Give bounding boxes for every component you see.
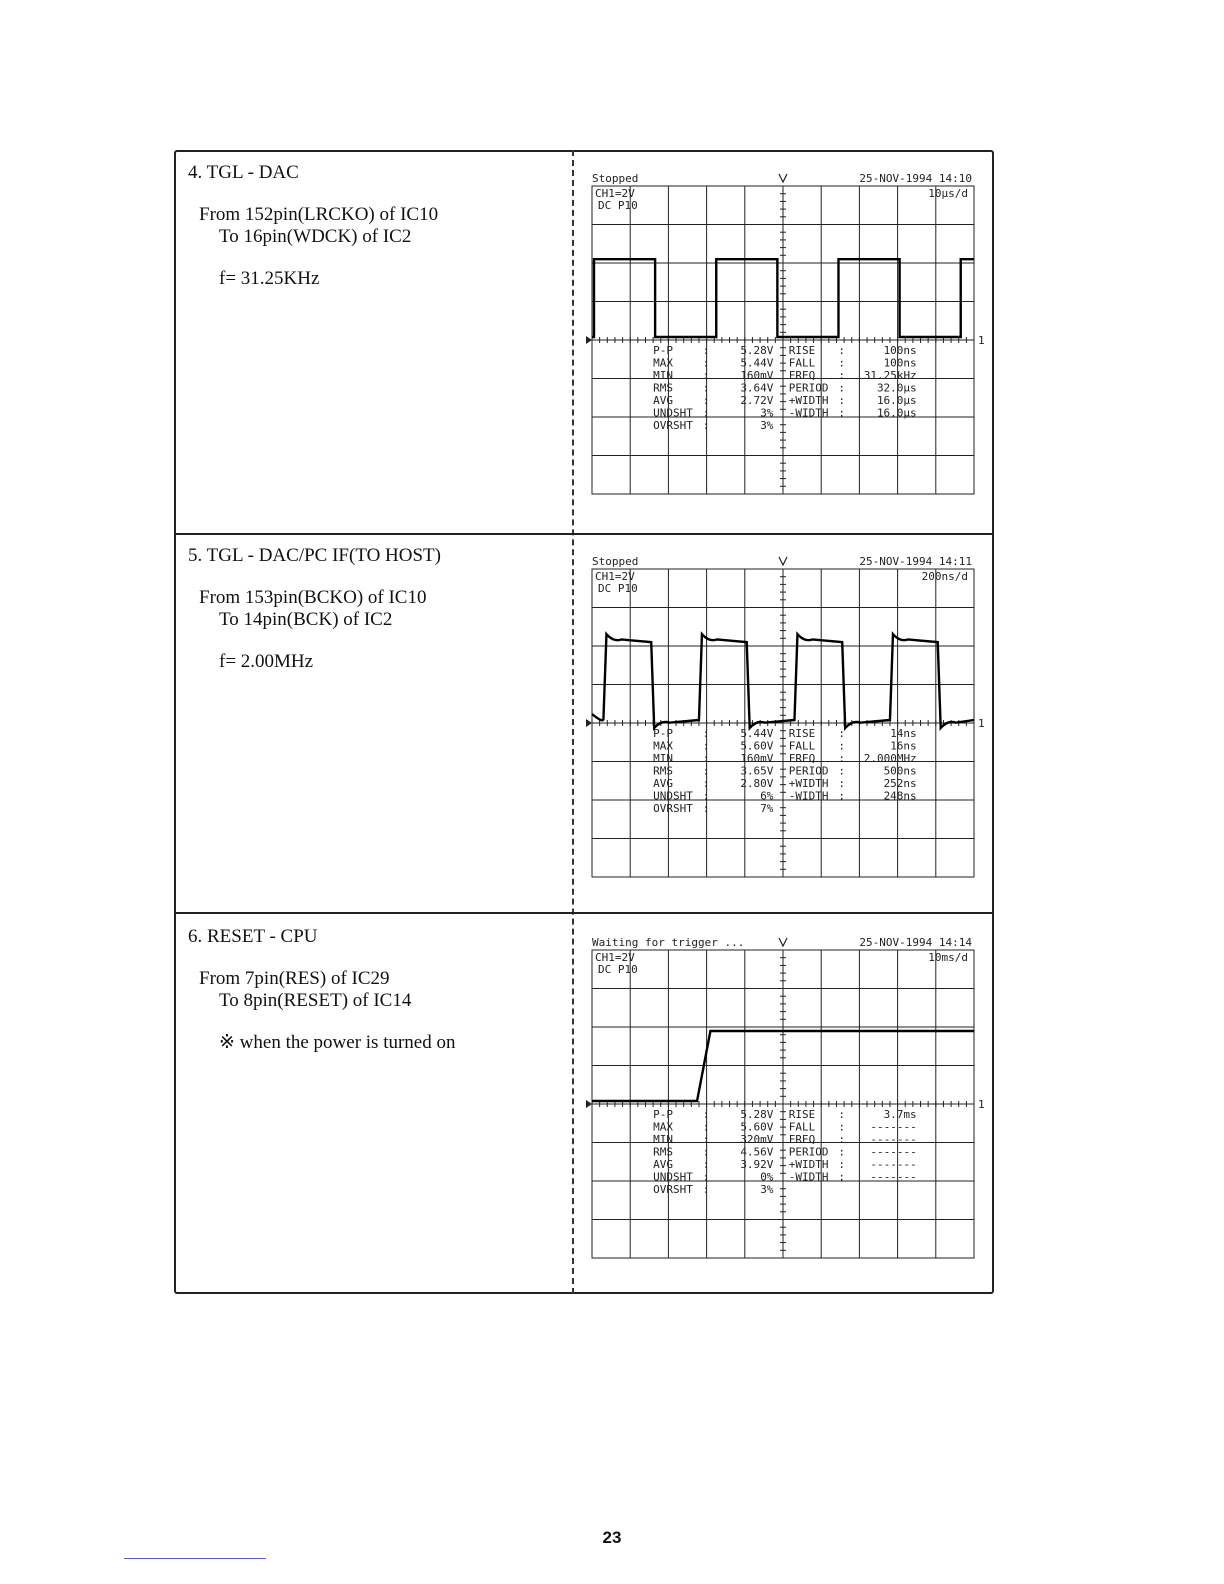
- measurement-value: 5.28V: [740, 344, 774, 357]
- measurement-colon: :: [702, 1170, 710, 1184]
- section-title: 4. TGL - DAC: [188, 162, 299, 183]
- measurement-value: 100ns: [883, 356, 917, 370]
- section-5-description: [188, 545, 558, 673]
- measurement-label: PERIOD: [788, 1145, 829, 1159]
- signal-frequency: f= 31.25KHz: [219, 268, 320, 289]
- scope-coupling: DC P10: [598, 963, 638, 976]
- measurement-label: OVRSHT: [653, 419, 693, 432]
- scope-coupling: DC P10: [598, 199, 638, 212]
- trigger-marker-icon: [779, 938, 787, 946]
- measurement-value: -------: [870, 1120, 917, 1134]
- measurement-colon: :: [838, 1170, 846, 1184]
- measurement-colon: :: [838, 764, 846, 778]
- measurement-label: RISE: [788, 727, 816, 740]
- measurement-label: AVG: [653, 777, 673, 790]
- measurement-label: RMS: [653, 764, 673, 778]
- measurement-value: 160mV: [740, 752, 774, 765]
- measurement-label: P-P: [653, 344, 673, 357]
- measurement-colon: :: [702, 1120, 710, 1134]
- measurement-value: 5.44V: [740, 356, 774, 370]
- measurement-value: 3%: [760, 1183, 774, 1196]
- measurement-value: 4.56V: [740, 1145, 774, 1159]
- measurement-colon: :: [702, 1158, 710, 1171]
- measurement-colon: :: [838, 1120, 846, 1134]
- measurement-label: PERIOD: [788, 381, 829, 395]
- section-title: 6. RESET - CPU: [188, 926, 318, 947]
- measurement-value: -------: [870, 1133, 917, 1146]
- scope-timebase: 10μs/d: [928, 187, 968, 200]
- scope-channel: CH1=2V: [595, 570, 635, 583]
- measurement-colon: :: [838, 394, 846, 407]
- measurement-label: MAX: [653, 356, 673, 370]
- oscilloscope-screen-1: [586, 168, 985, 524]
- measurement-colon: :: [702, 369, 710, 382]
- measurement-value: 5.60V: [740, 739, 774, 753]
- measurement-colon: :: [702, 752, 710, 765]
- oscilloscope-screen-3: [586, 932, 985, 1288]
- measurement-value: -------: [870, 1170, 917, 1184]
- measurement-value: 2.80V: [740, 777, 774, 790]
- measurement-colon: :: [838, 752, 846, 765]
- measurement-colon: :: [838, 1108, 846, 1121]
- measurement-colon: :: [838, 406, 846, 420]
- measurement-colon: :: [702, 419, 710, 432]
- measurement-colon: :: [838, 369, 846, 382]
- measurement-colon: :: [838, 789, 846, 803]
- measurement-colon: :: [838, 727, 846, 740]
- measurement-label: MAX: [653, 739, 673, 753]
- row-divider-2: [174, 912, 994, 914]
- measurement-value: 5.28V: [740, 1108, 774, 1121]
- measurement-colon: :: [838, 739, 846, 753]
- measurement-label: RMS: [653, 1145, 673, 1159]
- measurement-label: OVRSHT: [653, 1183, 693, 1196]
- measurement-label: FREQ: [788, 369, 816, 382]
- oscilloscope-screen-2: [586, 551, 985, 907]
- measurement-colon: :: [838, 1158, 846, 1171]
- measurement-label: +WIDTH: [788, 394, 829, 407]
- measurement-value: 3.92V: [740, 1158, 774, 1171]
- measurement-label: -WIDTH: [788, 1170, 829, 1184]
- measurement-label: RMS: [653, 381, 673, 395]
- ground-arrow-icon: [586, 1100, 592, 1108]
- measurement-colon: :: [702, 344, 710, 357]
- scope-channel: CH1=2V: [595, 951, 635, 964]
- measurement-colon: :: [838, 381, 846, 395]
- ground-marker: 1: [978, 717, 985, 730]
- signal-frequency: f= 2.00MHz: [219, 651, 314, 672]
- measurement-label: FALL: [788, 1120, 816, 1134]
- measurement-colon: :: [838, 1145, 846, 1159]
- measurement-label: UNDSHT: [653, 1170, 693, 1184]
- ground-marker: 1: [978, 1098, 985, 1111]
- measurement-label: UNDSHT: [653, 789, 693, 803]
- measurement-label: FALL: [788, 356, 816, 370]
- measurement-value: 16ns: [890, 739, 917, 753]
- measurement-label: RISE: [788, 1108, 816, 1121]
- measurement-label: FALL: [788, 739, 816, 753]
- scope-timebase: 10ms/d: [928, 951, 968, 964]
- measurement-colon: :: [838, 344, 846, 357]
- section-6-description: [188, 926, 558, 1054]
- measurement-label: PERIOD: [788, 764, 829, 778]
- measurement-value: 6%: [760, 789, 774, 803]
- measurement-colon: :: [702, 789, 710, 803]
- scope-timebase: 200ns/d: [921, 570, 968, 583]
- measurement-label: FREQ: [788, 1133, 816, 1146]
- scope-datetime: 25-NOV-1994 14:14: [859, 936, 972, 949]
- section-title: 5. TGL - DAC/PC IF(TO HOST): [188, 545, 441, 566]
- measurement-label: -WIDTH: [788, 406, 829, 420]
- measurement-value: 16.0μs: [876, 406, 917, 420]
- measurement-colon: :: [702, 739, 710, 753]
- measurement-value: 2.000MHz: [863, 752, 917, 765]
- measurement-label: AVG: [653, 1158, 673, 1171]
- measurement-colon: :: [702, 802, 710, 815]
- trigger-marker-icon: [779, 557, 787, 565]
- measurement-colon: :: [702, 356, 710, 370]
- measurement-label: OVRSHT: [653, 802, 693, 815]
- measurement-value: 160mV: [740, 369, 774, 382]
- scope-graticule: [586, 168, 985, 524]
- measurement-colon: :: [702, 406, 710, 420]
- signal-from: From 7pin(RES) of IC29: [199, 968, 390, 989]
- measurement-colon: :: [838, 1133, 846, 1146]
- signal-from: From 152pin(LRCKO) of IC10: [199, 204, 439, 225]
- measurement-value: 3%: [760, 406, 774, 420]
- scope-datetime: 25-NOV-1994 14:11: [859, 555, 972, 568]
- measurement-label: +WIDTH: [788, 777, 829, 790]
- measurement-label: MIN: [653, 752, 673, 765]
- measurement-label: RISE: [788, 344, 816, 357]
- page-number: 23: [602, 1528, 622, 1547]
- measurement-label: FREQ: [788, 752, 816, 765]
- ground-arrow-icon: [586, 719, 592, 727]
- measurement-colon: :: [702, 727, 710, 740]
- measurement-value: 2.72V: [740, 394, 774, 407]
- measurement-label: MAX: [653, 1120, 673, 1134]
- measurement-value: 5.60V: [740, 1120, 774, 1134]
- scope-graticule: [586, 551, 985, 907]
- measurement-label: AVG: [653, 394, 673, 407]
- scope-graticule: [586, 932, 985, 1288]
- measurement-label: P-P: [653, 1108, 673, 1121]
- measurement-colon: :: [702, 1108, 710, 1121]
- measurement-value: 3.64V: [740, 381, 774, 395]
- measurement-colon: :: [702, 1145, 710, 1159]
- measurement-colon: :: [702, 394, 710, 407]
- footer-rule: [124, 1558, 266, 1559]
- scope-datetime: 25-NOV-1994 14:10: [859, 172, 972, 185]
- measurement-colon: :: [702, 1133, 710, 1146]
- measurement-value: 3.65V: [740, 764, 774, 778]
- measurement-value: 0%: [760, 1170, 774, 1184]
- scope-status: Stopped: [592, 172, 639, 185]
- measurement-label: MIN: [653, 1133, 673, 1146]
- measurement-label: UNDSHT: [653, 406, 693, 420]
- measurement-value: 3%: [760, 419, 774, 432]
- measurement-value: 248ns: [883, 789, 917, 803]
- section-4-description: [188, 162, 558, 290]
- measurement-value: 16.0μs: [876, 394, 917, 407]
- measurement-colon: :: [838, 777, 846, 790]
- ground-arrow-icon: [586, 336, 592, 344]
- measurement-value: 320mV: [740, 1133, 774, 1146]
- measurement-value: 500ns: [883, 764, 917, 778]
- row-divider-1: [174, 533, 994, 535]
- measurement-value: -------: [870, 1145, 917, 1159]
- measurement-value: 7%: [760, 802, 774, 815]
- measurement-colon: :: [702, 1183, 710, 1196]
- measurement-colon: :: [702, 777, 710, 790]
- measurement-label: +WIDTH: [788, 1158, 829, 1171]
- trigger-marker-icon: [779, 174, 787, 182]
- ground-marker: 1: [978, 334, 985, 347]
- measurement-value: 31.25kHz: [863, 369, 917, 382]
- measurement-value: 14ns: [890, 727, 917, 740]
- scope-channel: CH1=2V: [595, 187, 635, 200]
- signal-note: ※ when the power is turned on: [219, 1032, 456, 1053]
- signal-to: To 8pin(RESET) of IC14: [219, 990, 412, 1011]
- measurement-label: MIN: [653, 369, 673, 382]
- signal-from: From 153pin(BCKO) of IC10: [199, 587, 427, 608]
- measurement-value: 5.44V: [740, 727, 774, 740]
- column-divider: [572, 150, 574, 1294]
- measurement-colon: :: [838, 356, 846, 370]
- measurement-value: 100ns: [883, 344, 917, 357]
- measurement-colon: :: [702, 381, 710, 395]
- scope-status: Stopped: [592, 555, 639, 568]
- measurement-label: -WIDTH: [788, 789, 829, 803]
- measurement-value: 3.7ms: [883, 1108, 917, 1121]
- measurement-value: 32.0μs: [876, 381, 917, 395]
- scope-coupling: DC P10: [598, 582, 638, 595]
- signal-to: To 16pin(WDCK) of IC2: [219, 226, 412, 247]
- signal-to: To 14pin(BCK) of IC2: [219, 609, 393, 630]
- measurement-value: -------: [870, 1158, 917, 1171]
- measurement-value: 252ns: [883, 777, 917, 790]
- measurement-colon: :: [702, 764, 710, 778]
- scope-status: Waiting for trigger ...: [592, 936, 745, 949]
- measurement-label: P-P: [653, 727, 673, 740]
